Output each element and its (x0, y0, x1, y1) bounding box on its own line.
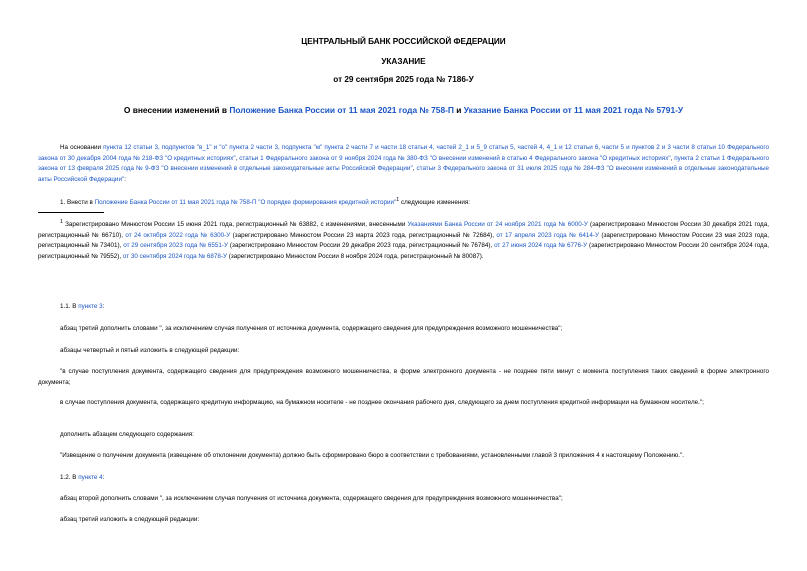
footnote-text: (зарегистрировано Минюстом России 29 декабря 2023 года, регистрационный № 76784), (228, 242, 495, 250)
subitem-text: : (102, 474, 105, 481)
footnote-ref[interactable]: 1 (396, 197, 400, 203)
paragraph: в случае поступления документа, содержащего кредитную информацию, на бумажном носителе - не позднее окончания рабочего дня, следующего за днем поступления кредитной информации на бумажном носителе."; (60, 399, 704, 406)
title-link-5791u[interactable]: Указание Банка России от 11 мая 2021 года № 5791-У (463, 105, 684, 115)
footnote-text: (зарегистрировано Минюстом России 30 декабря 2021 года, регистрационный № 66710), (38, 221, 769, 239)
paragraph: дополнить абзацем следующего содержания: (60, 431, 194, 438)
subitem-1-1-link[interactable]: пункте 3 (78, 303, 103, 310)
basis-link-284fz[interactable]: статьи 3 Федерального закона от 31 июля 2025 года № 284-ФЗ "О внесении изменений в отдельные законодательные акты Российской Федерации" (38, 165, 769, 183)
footnote-link-6776u[interactable]: от 27 июня 2024 года № 6776-У (494, 242, 588, 250)
item1-text: 1. Внести в (60, 199, 95, 207)
doc-date-number: от 29 сентября 2025 года № 7186-У (333, 75, 474, 84)
paragraph: абзацы четвертый и пятый изложить в следующей редакции: (60, 347, 240, 354)
basis-text: , (412, 165, 417, 173)
basis-link-218fz[interactable]: пункта 12 статьи 3, подпунктов "в_1" и "о" пункта 2 части 3, подпункта "м" пункта 2 части 7 и части 18 статьи 4, частей 2_1 и 5_9 статьи 5, частей 4, 4_1 и 12 статьи 6, части 5 и пунктов 2 и 3 части 8 статьи 10 Федерального закона от 30 декабря 2004 года № 218-ФЗ "О кредитных историях" (38, 144, 769, 162)
item1-link-758p[interactable]: Положение Банка России от 11 мая 2021 года № 758-П "О порядке формирования кредитной истории" (94, 199, 397, 207)
subitem-1-2 (60, 473, 104, 483)
footnote-text: (зарегистрировано Минюстом России 8 ноября 2024 года, регистрационный № 80087). (227, 252, 484, 260)
subitem-text: : (102, 303, 105, 310)
basis-paragraph (38, 143, 769, 185)
footnote-text: Зарегистрировано Минюстом России 15 июня 2021 года, регистрационный № 63882, с изменениями, внесенными (62, 221, 408, 229)
footnote-mark: 1 (60, 219, 63, 225)
paragraph: "Извещение о получении документа (извещение об отклонении документа) должно быть сформировано бюро в соответствии с требованиями, установленными главой 3 приложения 4 к настоящему Положению.". (60, 452, 684, 459)
title-mid: и (453, 105, 464, 115)
subitem-1-1 (60, 302, 104, 312)
footnote-separator (38, 212, 104, 213)
basis-link-380fz[interactable]: статьи 1 Федерального закона от 9 ноября 2024 года № 380-ФЗ "О внесении изменений в статью 4 Федерального закона "О кредитных историях" (239, 154, 671, 162)
item-1 (38, 195, 769, 209)
title-link-758p[interactable]: Положение Банка России от 11 мая 2021 года № 758-П (229, 105, 454, 115)
footnote-text: (зарегистрировано Минюстом России 20 сентября 2024 года, регистрационный № 79552), (38, 242, 769, 260)
basis-text: , (235, 154, 240, 162)
paragraph: абзац третий дополнить словами ", за исключением случая получения от источника документа, содержащего сведения для предупреждения возможного мошенничества"; (60, 325, 563, 332)
basis-text: , (670, 154, 675, 162)
footnote-link-6551u[interactable]: от 29 сентября 2023 года № 6551-У (123, 242, 229, 250)
item1-text: следующие изменения: (399, 199, 471, 207)
subitem-1-2-link[interactable]: пункте 4 (78, 474, 103, 481)
paragraph: абзац третий изложить в следующей редакции: (60, 516, 200, 523)
subitem-text: 1.1. В (60, 303, 79, 310)
org-name: ЦЕНТРАЛЬНЫЙ БАНК РОССИЙСКОЙ ФЕДЕРАЦИИ (301, 37, 506, 46)
subitem-text: 1.2. В (60, 474, 79, 481)
doc-type: УКАЗАНИЕ (381, 57, 426, 66)
footnote-link-6414u[interactable]: от 17 апреля 2023 года № 6414-У (496, 231, 599, 239)
basis-text: На основании (60, 144, 104, 151)
footnote-link-6300u[interactable]: от 24 октября 2022 года № 6300-У (125, 231, 231, 239)
footnote (38, 217, 769, 262)
paragraph: "в случае поступления документа, содержащего сведения для предупреждения возможного мошенничества, в форме электронного документа - не позднее пяти минут с момента поступления таких сведений в форме электронного документа; (38, 368, 769, 386)
footnote-text: (зарегистрировано Минюстом России 23 мая 2023 года, регистрационный № 73401), (38, 231, 770, 250)
title-prefix: О внесении изменений в (123, 105, 230, 115)
doc-title (0, 105, 807, 115)
footnote-link-6000u[interactable]: Указаниями Банка России от 24 ноября 2021 года № 6000-У (407, 221, 588, 229)
paragraph: абзац второй дополнить словами ", за исключением случая получения от источника документа, содержащего сведения для предупреждения возможного мошенничества"; (60, 495, 563, 502)
footnote-link-6878u[interactable]: от 30 сентября 2024 года № 6878-У (122, 252, 228, 260)
basis-text: : (124, 175, 126, 183)
footnote-text: (зарегистрировано Минюстом России 23 марта 2023 года, регистрационный № 72684), (230, 231, 497, 239)
basis-link-9fz[interactable]: пункта 2 статьи 1 Федерального закона от 13 февраля 2025 года № 9-ФЗ "О внесении изменений в отдельные законодательные акты Российской Федерации" (38, 154, 769, 173)
